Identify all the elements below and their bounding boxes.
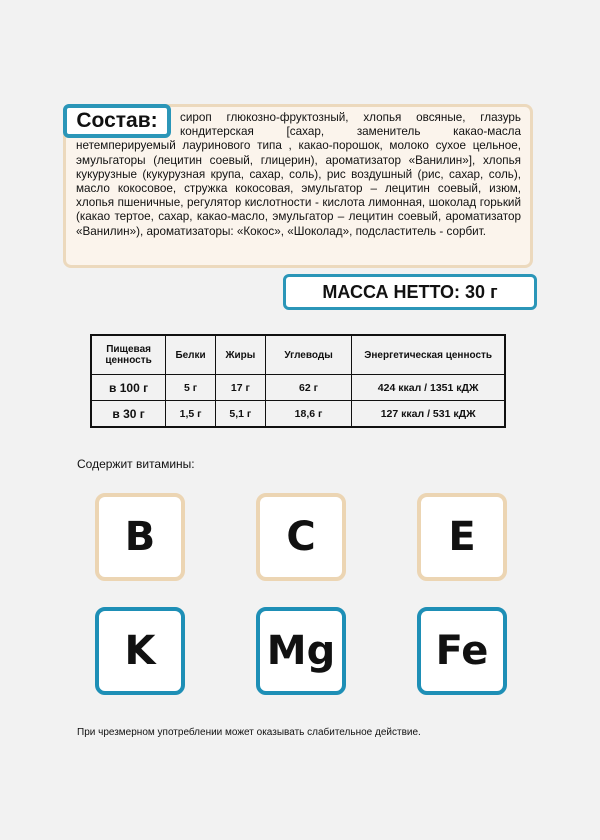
header-carbs: Углеводы (265, 335, 352, 375)
table-row (91, 401, 505, 428)
header-protein: Белки (166, 335, 216, 375)
energy-value: 127 ккал / 531 кДЖ (352, 401, 505, 428)
composition-label: Состав: (63, 104, 171, 138)
row-label: в 30 г (91, 401, 166, 428)
fat-value: 17 г (215, 375, 265, 401)
vitamin-tile-e: E (417, 493, 507, 581)
protein-value: 1,5 г (166, 401, 216, 428)
nutrition-header-row (91, 335, 505, 375)
vitamin-tile-k: K (95, 607, 185, 695)
row-label: в 100 г (91, 375, 166, 401)
vitamin-tile-fe: Fe (417, 607, 507, 695)
header-energy: Энергетическая ценность (352, 335, 505, 375)
warning-note: При чрезмерном употреблении может оказывать слабительное действие. (77, 727, 421, 738)
vitamins-title: Содержит витамины: (77, 457, 195, 471)
protein-value: 5 г (166, 375, 216, 401)
vitamin-tile-c: C (256, 493, 346, 581)
header-fat: Жиры (215, 335, 265, 375)
composition-text: сироп глюкозно-фруктозный, хлопья овсяные, глазурь кондитерская [сахар, заменитель какао-масла нетемперируемый лауринового типа , какао-порошок, молоко сухое цельное, эмульгаторы (лецитин соевый, глицерин), ароматизатор «Ванилин»], хлопья кукурузные (кукурузная крупа, сахар, соль), рис воздушный (рис, сахар, соль), масло кокосовое, стружка кокосовая, эмульгатор – лецитин соевый, изюм, хлопья пшеничные, регулятор кислотности - кислота лимонная, шоколад горький (какао тертое, сахар, какао-масло, эмульгатор – лецитин соевый, ароматизатор «Ванилин»), ароматизаторы: «Кокос», «Шоколад», подсластитель - сорбит. (76, 111, 521, 238)
table-row (91, 375, 505, 401)
carbs-value: 62 г (265, 375, 352, 401)
composition-box (63, 104, 533, 268)
vitamin-tile-b: B (95, 493, 185, 581)
fat-value: 5,1 г (215, 401, 265, 428)
vitamin-tile-mg: Mg (256, 607, 346, 695)
energy-value: 424 ккал / 1351 кДЖ (352, 375, 505, 401)
header-nutritional-value: Пищевая ценность (91, 335, 166, 375)
nutrition-table (90, 334, 506, 428)
net-weight-badge: МАССА НЕТТО: 30 г (283, 274, 537, 310)
carbs-value: 18,6 г (265, 401, 352, 428)
